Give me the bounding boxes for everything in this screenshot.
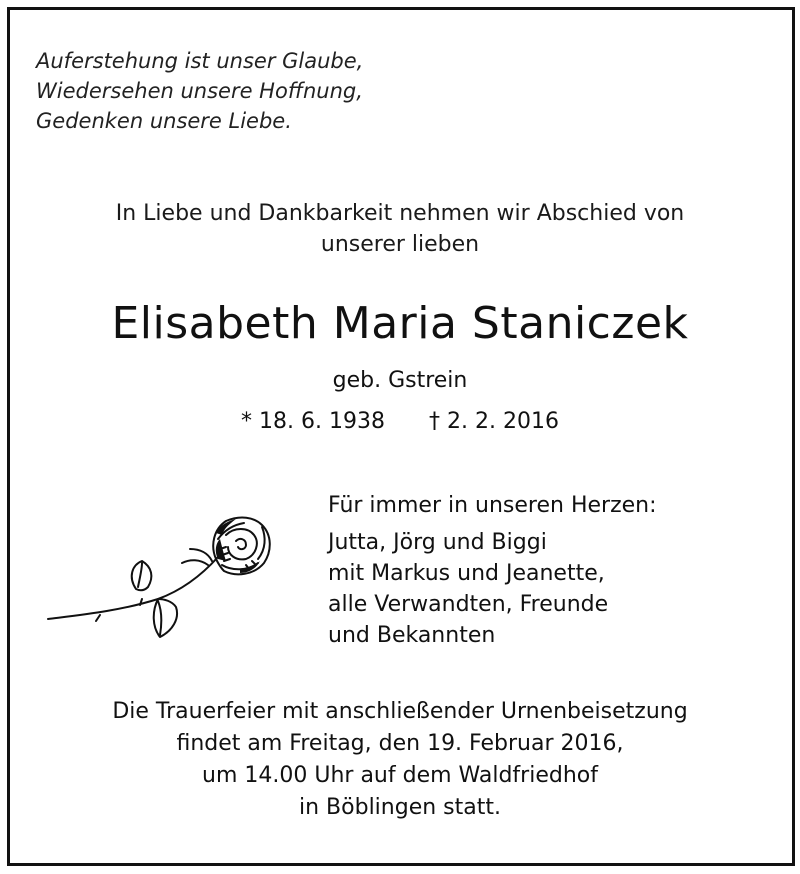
family-line: und Bekannten <box>328 623 496 648</box>
motto-line: Wiedersehen unsere Hoffnung, <box>36 79 363 103</box>
family-line: alle Verwandten, Freunde <box>328 592 609 617</box>
motto-line: Gedenken unsere Liebe. <box>36 109 292 133</box>
ceremony-notice <box>0 696 800 824</box>
family-line: Jutta, Jörg und Biggi <box>328 530 547 555</box>
deceased-name: Elisabeth Maria Staniczek <box>111 298 689 349</box>
ceremony-line: in Böblingen statt. <box>299 795 501 820</box>
motto-line: Auferstehung ist unser Glaube, <box>36 49 364 73</box>
motto-verse <box>36 46 363 136</box>
life-dates <box>0 407 800 437</box>
intro-text <box>0 198 800 260</box>
ceremony-line: Die Trauerfeier mit anschließender Urnenbeisetzung <box>112 699 688 724</box>
intro-line: unserer lieben <box>320 232 480 257</box>
intro-line: In Liebe und Dankbarkeit nehmen wir Abschied von <box>115 201 685 226</box>
ceremony-line: um 14.00 Uhr auf dem Waldfriedhof <box>202 763 598 788</box>
birth-date: * 18. 6. 1938 <box>241 409 385 434</box>
death-date: † 2. 2. 2016 <box>429 409 559 434</box>
rose-icon <box>40 515 290 655</box>
birth-name: geb. Gstrein <box>332 368 468 393</box>
family-heading: Für immer in unseren Herzen: <box>328 493 657 518</box>
ceremony-line: findet am Freitag, den 19. Februar 2016, <box>176 731 624 756</box>
family-line: mit Markus und Jeanette, <box>328 561 605 586</box>
family-mourners <box>328 490 657 651</box>
